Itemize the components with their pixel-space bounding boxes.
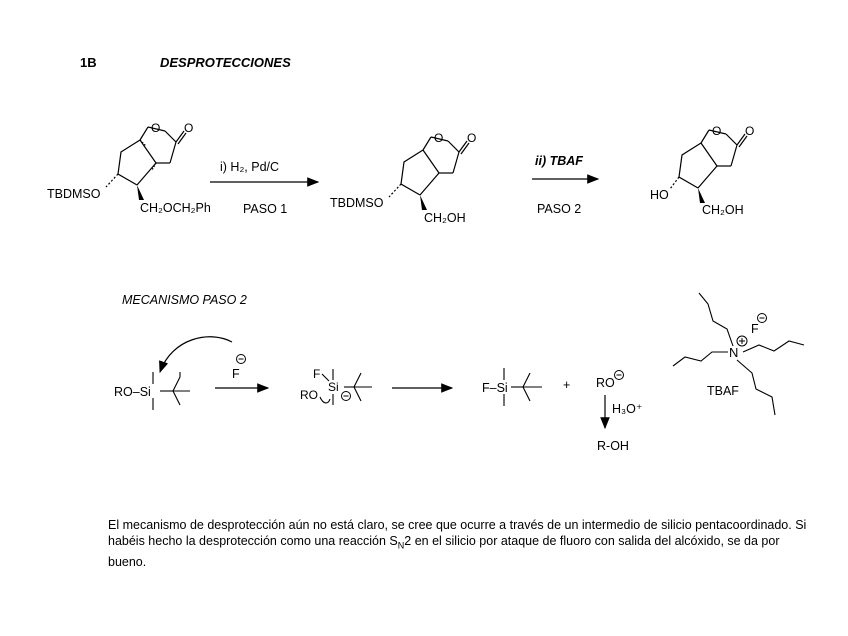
step1-label: PASO 1 — [243, 202, 288, 216]
mech-penta-F: F — [313, 367, 321, 381]
starting-material — [106, 127, 186, 200]
product-side-chain: CH₂OH — [702, 203, 744, 217]
mech-silyl-ether: RO–Si — [114, 385, 151, 399]
int1-protect-group: TBDMSO — [330, 196, 384, 210]
mechanism-title: MECANISMO PASO 2 — [122, 293, 247, 307]
product-ring-oxygen: O — [712, 124, 722, 138]
sm-ring-oxygen: O — [151, 121, 161, 135]
intermediate-1 — [389, 137, 469, 210]
int1-side-chain: CH₂OH — [424, 211, 466, 225]
mech-product-silane: F–Si — [482, 381, 508, 395]
int1-carbonyl-oxygen: O — [467, 131, 477, 145]
explanation-note — [108, 517, 808, 570]
product-carbonyl-oxygen: O — [745, 124, 755, 138]
mech-alcohol: R-OH — [597, 439, 629, 453]
tbaf-fluoride: F — [751, 322, 759, 336]
attack-arrow — [160, 337, 232, 372]
note-subscript: N — [397, 540, 405, 551]
mech-penta-RO: RO — [300, 388, 318, 402]
tbaf-label: TBAF — [707, 384, 739, 398]
step1-reagent: i) H₂, Pd/C — [220, 160, 280, 174]
mech-silane-bonds — [504, 368, 542, 406]
product — [670, 130, 747, 203]
mech-silyl-bonds — [153, 372, 190, 410]
tbaf-nitrogen: N — [729, 345, 739, 360]
mech-workup: H₃O⁺ — [612, 402, 643, 416]
mech-alkoxide: RO — [596, 376, 615, 390]
step2-label: PASO 2 — [537, 202, 582, 216]
sm-side-chain: CH₂OCH₂Ph — [140, 201, 211, 215]
sm-carbonyl-oxygen: O — [184, 121, 194, 135]
note-part1: El mecanismo de desprotección aún no está claro, se cree que ocurre a través de un intermedio de silicio pentacoordinado. Si habéis hecho la desprotección como una reacción S — [108, 518, 807, 548]
sm-protect-group: TBDMSO — [47, 187, 101, 201]
section-code: 1B — [80, 55, 97, 70]
product-hydroxy: HO — [650, 188, 669, 202]
mech-fluoride: F — [232, 367, 240, 381]
mech-plus: + — [563, 378, 571, 392]
note-part2: 2 en el silicio por ataque de fluoro con salida del alcóxido, se da por bueno. — [108, 534, 780, 569]
mech-penta-Si: Si — [328, 380, 339, 394]
int1-ring-oxygen: O — [434, 131, 444, 145]
section-title: DESPROTECCIONES — [160, 55, 291, 70]
step2-reagent: ii) TBAF — [535, 154, 583, 168]
